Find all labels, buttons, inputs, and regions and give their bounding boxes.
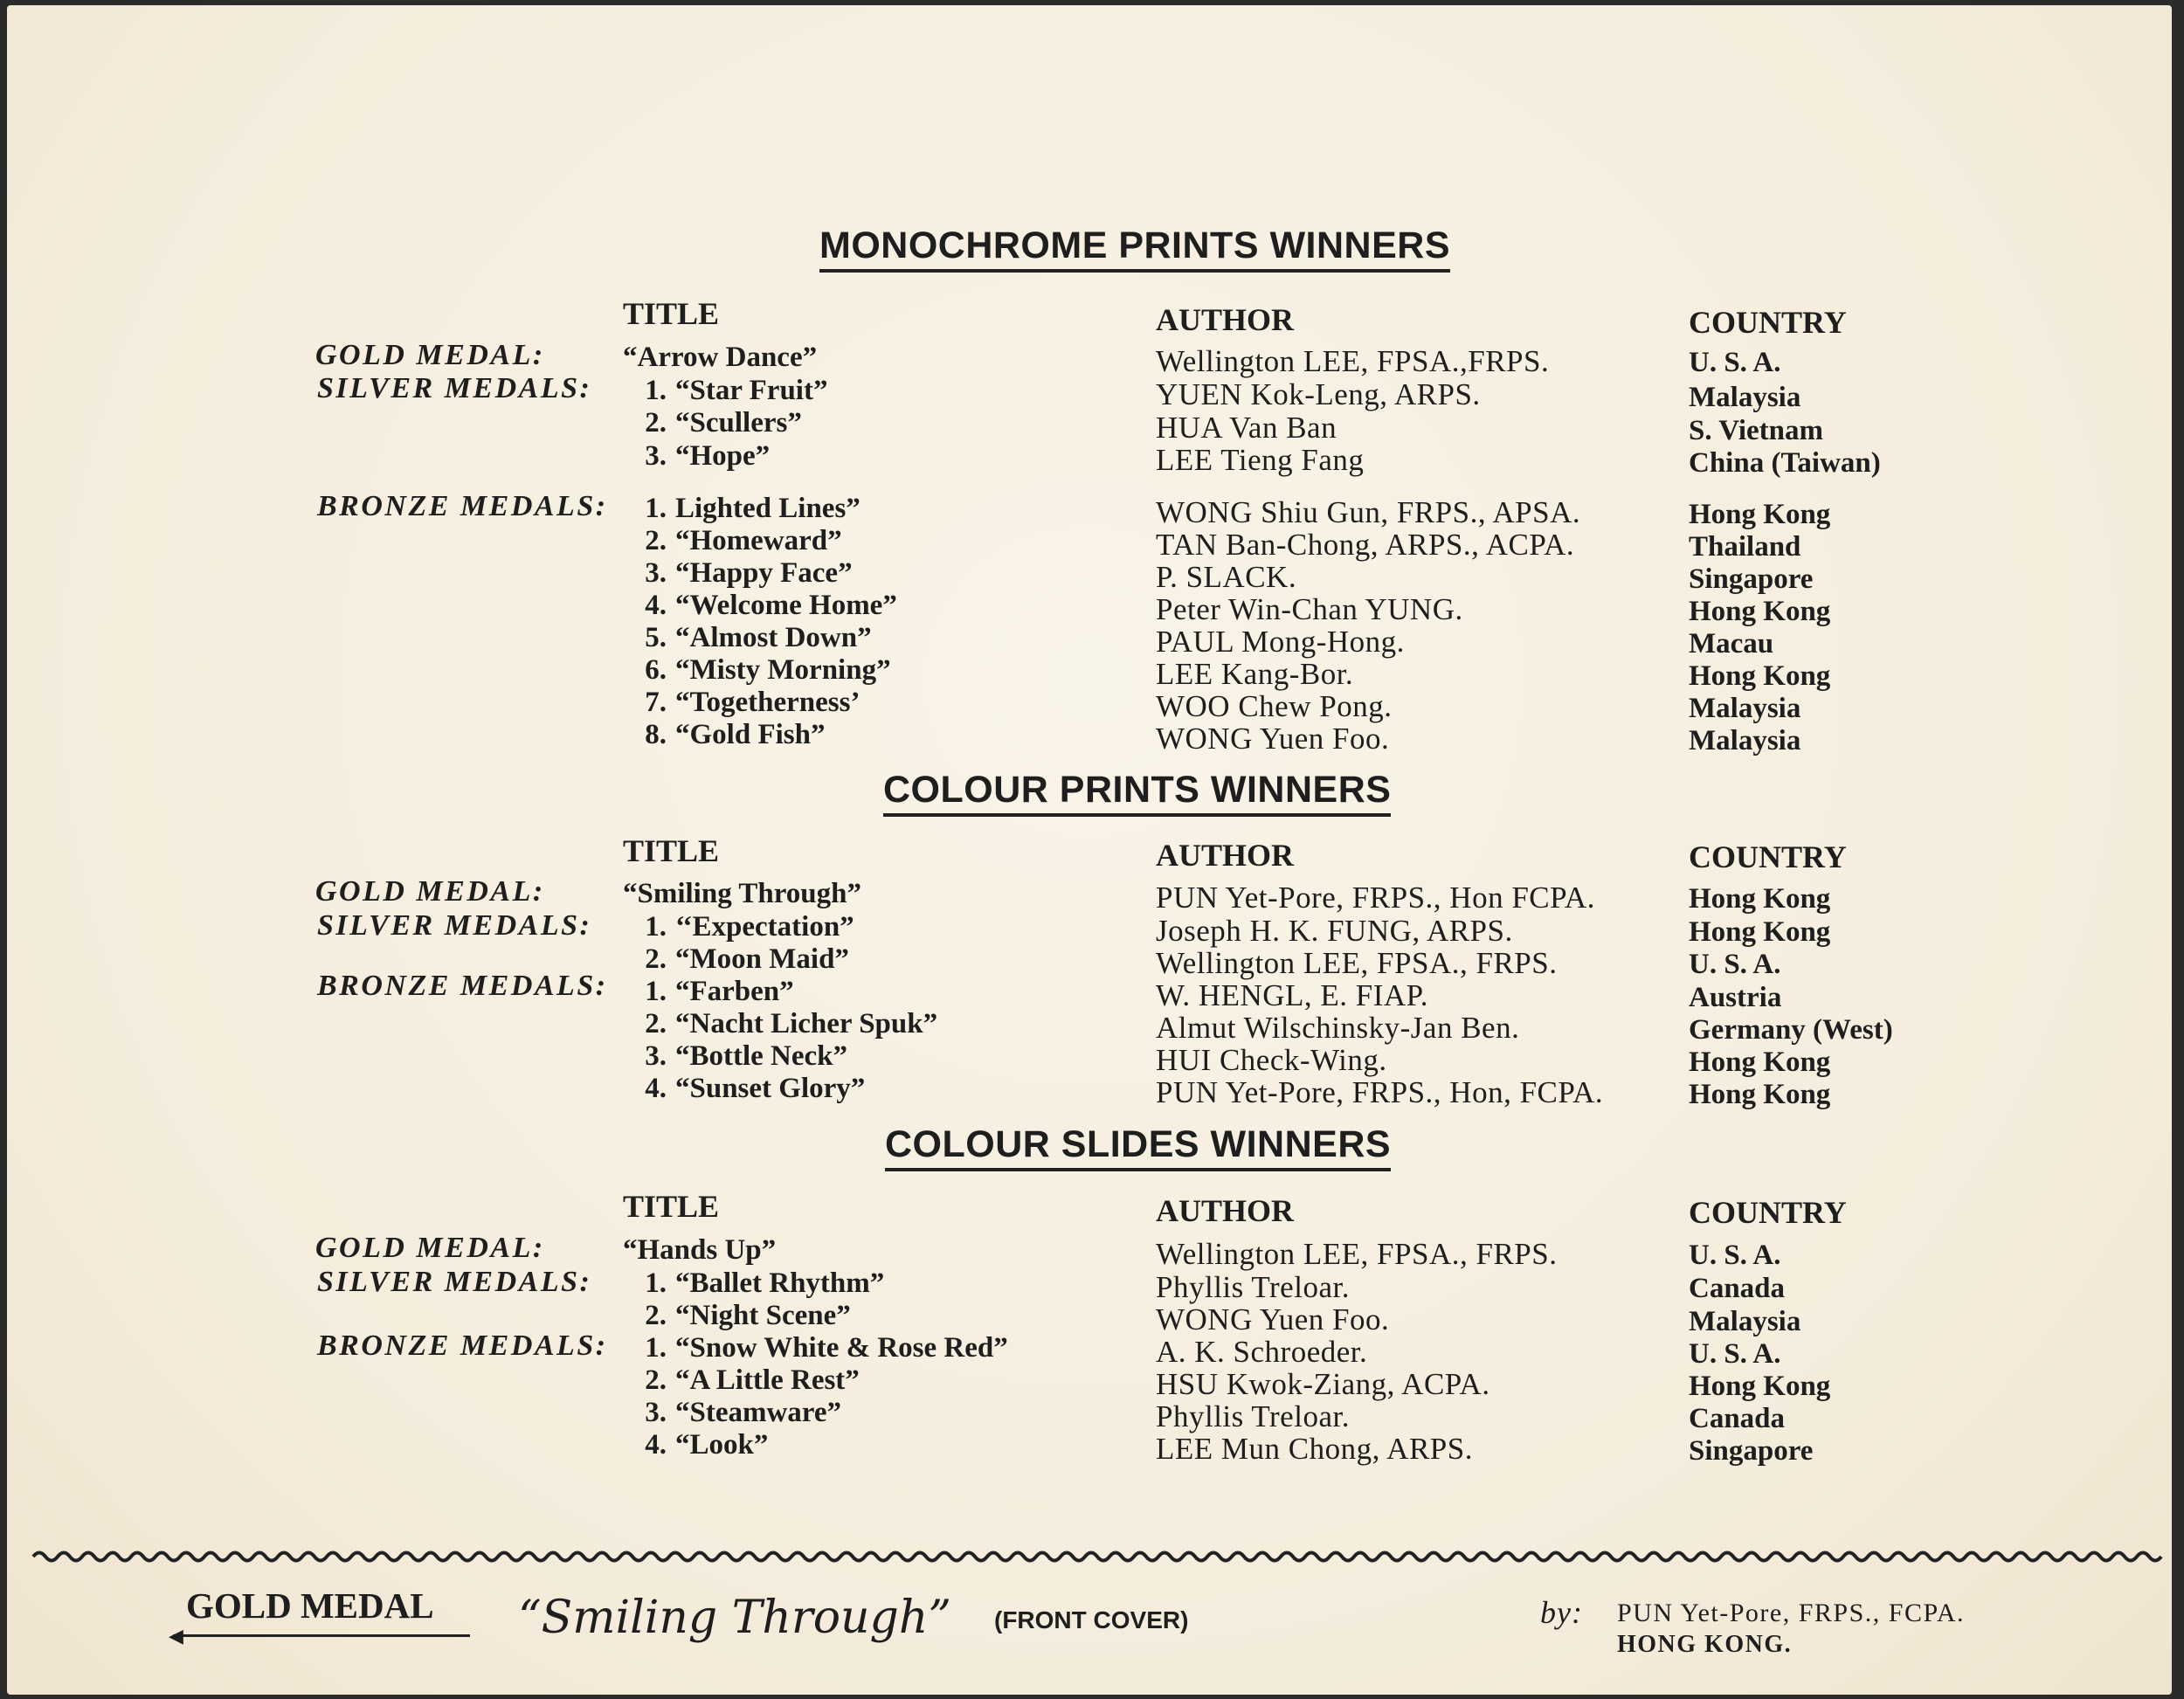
- section-heading-colour-slides: COLOUR SLIDES WINNERS: [885, 1125, 1391, 1171]
- entry-title: Lighted Lines”: [675, 493, 860, 524]
- entry-number: 5.: [645, 622, 667, 653]
- entry-author: WOO Chew Pong.: [1156, 689, 1393, 723]
- entry-title: “Smiling Through”: [623, 878, 861, 909]
- entry-author: LEE Tieng Fang: [1156, 443, 1365, 477]
- entry-country: Hong Kong: [1689, 1046, 1831, 1078]
- col-title-header: TITLE: [623, 1189, 720, 1224]
- entry-number: 3.: [645, 1397, 667, 1428]
- entry-number: 4.: [645, 1073, 667, 1104]
- entry-title: “Hands Up”: [623, 1234, 777, 1266]
- entry-title: “A Little Rest”: [675, 1364, 860, 1396]
- cover-title: “Smiling Through”: [518, 1592, 951, 1644]
- entry-title: “Star Fruit”: [675, 375, 828, 406]
- entry-country: U. S. A.: [1689, 1240, 1781, 1271]
- col-country-header: COUNTRY: [1689, 1195, 1847, 1230]
- entry-country: Thailand: [1689, 531, 1801, 563]
- col-author-header: AUTHOR: [1156, 838, 1295, 873]
- entry-title: “Night Scene”: [675, 1300, 851, 1331]
- medal-label: GOLD MEDAL:: [315, 875, 545, 908]
- entry-title: “Gold Fish”: [675, 719, 826, 750]
- entry-country: Hong Kong: [1689, 596, 1831, 627]
- entry-country: Hong Kong: [1689, 883, 1831, 915]
- entry-author: PAUL Mong-Hong.: [1156, 625, 1405, 659]
- entry-title: “Bottle Neck”: [675, 1040, 848, 1072]
- entry-author: Joseph H. K. FUNG, ARPS.: [1156, 914, 1513, 948]
- entry-title: “Togetherness’: [675, 687, 860, 718]
- medal-label: BRONZE MEDALS:: [317, 970, 608, 1002]
- col-country-header: COUNTRY: [1689, 305, 1847, 340]
- entry-number: 8.: [645, 719, 667, 750]
- entry-country: Malaysia: [1689, 693, 1801, 724]
- photographer-name: PUN Yet-Pore, FRPS., FCPA.: [1617, 1599, 1966, 1627]
- entry-author: WONG Yuen Foo.: [1156, 1302, 1390, 1336]
- entry-country: Canada: [1689, 1403, 1786, 1434]
- entry-title: “Look”: [675, 1429, 769, 1461]
- entry-author: WONG Yuen Foo.: [1156, 722, 1390, 756]
- entry-author: Wellington LEE, FPSA., FRPS.: [1156, 1237, 1558, 1271]
- entry-number: 7.: [645, 687, 667, 718]
- entry-number: 6.: [645, 654, 667, 686]
- front-cover-note: (FRONT COVER): [994, 1606, 1189, 1633]
- entry-author: W. HENGL, E. FIAP.: [1156, 978, 1429, 1012]
- entry-author: PUN Yet-Pore, FRPS., Hon FCPA.: [1156, 881, 1595, 915]
- entry-country: Malaysia: [1689, 1306, 1801, 1337]
- entry-title: “Nacht Licher Spuk”: [675, 1008, 938, 1039]
- entry-title: “Homeward”: [675, 525, 842, 556]
- section-heading-colour-prints: COLOUR PRINTS WINNERS: [883, 770, 1391, 817]
- entry-author: WONG Shiu Gun, FRPS., APSA.: [1156, 495, 1581, 529]
- entry-number: 3.: [645, 1040, 667, 1072]
- entry-number: 4.: [645, 1429, 667, 1461]
- entry-author: Almut Wilschinsky-Jan Ben.: [1156, 1011, 1520, 1045]
- entry-number: 2.: [645, 1008, 667, 1039]
- entry-number: 1.: [645, 976, 667, 1007]
- medal-label: BRONZE MEDALS:: [317, 1330, 608, 1362]
- entry-author: Phyllis Treloar.: [1156, 1270, 1350, 1304]
- photographer-city: HONG KONG.: [1617, 1631, 1793, 1658]
- entry-country: Singapore: [1689, 1435, 1814, 1467]
- entry-number: 2.: [645, 407, 667, 439]
- entry-number: 1.: [645, 375, 667, 406]
- entry-number: 1.: [645, 1332, 667, 1364]
- medal-label: BRONZE MEDALS:: [317, 490, 608, 522]
- entry-author: LEE Kang-Bor.: [1156, 657, 1354, 691]
- entry-country: Hong Kong: [1689, 916, 1831, 948]
- entry-number: 2.: [645, 1300, 667, 1331]
- entry-author: Phyllis Treloar.: [1156, 1399, 1350, 1433]
- col-title-header: TITLE: [623, 833, 720, 868]
- entry-author: TAN Ban-Chong, ARPS., ACPA.: [1156, 528, 1575, 562]
- entry-title: “Farben”: [675, 976, 794, 1007]
- entry-number: 1.: [645, 911, 667, 943]
- entry-author: Wellington LEE, FPSA., FRPS.: [1156, 946, 1558, 980]
- entry-author: P. SLACK.: [1156, 560, 1297, 594]
- entry-title: “Sunset Glory”: [675, 1073, 866, 1104]
- entry-title: “Welcome Home”: [675, 590, 897, 621]
- section-heading-monochrome: MONOCHROME PRINTS WINNERS: [819, 226, 1450, 273]
- entry-country: S. Vietnam: [1689, 415, 1824, 446]
- col-title-header: TITLE: [623, 296, 720, 331]
- entry-title: “Snow White & Rose Red”: [675, 1332, 1008, 1364]
- entry-title: “Steamware”: [675, 1397, 842, 1428]
- entry-title: ‘‘Expectation”: [675, 911, 854, 943]
- entry-country: China (Taiwan): [1689, 447, 1881, 479]
- entry-number: 4.: [645, 590, 667, 621]
- entry-country: Hong Kong: [1689, 1079, 1831, 1110]
- entry-author: Peter Win-Chan YUNG.: [1156, 592, 1463, 626]
- entry-title: “Happy Face”: [675, 557, 853, 589]
- entry-author: HUA Van Ban: [1156, 411, 1337, 445]
- left-arrow-icon: ◀: [169, 1625, 183, 1647]
- entry-country: Germany (West): [1689, 1014, 1893, 1046]
- entry-country: Malaysia: [1689, 382, 1801, 413]
- entry-country: Singapore: [1689, 563, 1814, 595]
- entry-number: 3.: [645, 557, 667, 589]
- entry-author: A. K. Schroeder.: [1156, 1335, 1368, 1369]
- entry-number: 3.: [645, 440, 667, 472]
- entry-country: Macau: [1689, 628, 1774, 660]
- page: [7, 5, 2172, 1695]
- entry-country: U. S. A.: [1689, 347, 1781, 378]
- entry-country: Austria: [1689, 982, 1782, 1013]
- medal-label: SILVER MEDALS:: [317, 372, 592, 404]
- medal-label: SILVER MEDALS:: [317, 909, 592, 942]
- entry-country: Canada: [1689, 1273, 1786, 1304]
- arrow-line: [173, 1634, 470, 1637]
- entry-author: Wellington LEE, FPSA.,FRPS.: [1156, 344, 1550, 378]
- entry-country: Malaysia: [1689, 725, 1801, 756]
- entry-title: “Scullers”: [675, 407, 802, 439]
- medal-label: GOLD MEDAL:: [315, 1232, 545, 1264]
- entry-author: LEE Mun Chong, ARPS.: [1156, 1432, 1473, 1466]
- entry-title: “Ballet Rhythm”: [675, 1267, 885, 1299]
- entry-number: 2.: [645, 525, 667, 556]
- medal-label: SILVER MEDALS:: [317, 1266, 592, 1298]
- entry-number: 1.: [645, 1267, 667, 1299]
- medal-label: GOLD MEDAL:: [315, 339, 545, 371]
- wavy-divider: [24, 1543, 2175, 1569]
- by-label: by:: [1540, 1595, 1583, 1630]
- entry-country: U. S. A.: [1689, 1338, 1781, 1370]
- entry-country: Hong Kong: [1689, 499, 1831, 530]
- col-author-header: AUTHOR: [1156, 1193, 1295, 1228]
- entry-number: 1.: [645, 493, 667, 524]
- entry-title: “Moon Maid”: [675, 943, 849, 975]
- col-author-header: AUTHOR: [1156, 302, 1295, 337]
- col-country-header: COUNTRY: [1689, 839, 1847, 874]
- entry-author: YUEN Kok-Leng, ARPS.: [1156, 377, 1481, 411]
- entry-title: “Arrow Dance”: [623, 342, 818, 373]
- entry-title: “Hope”: [675, 440, 771, 472]
- entry-country: Hong Kong: [1689, 1371, 1831, 1402]
- entry-country: U. S. A.: [1689, 949, 1781, 980]
- entry-number: 2.: [645, 1364, 667, 1396]
- entry-author: HUI Check-Wing.: [1156, 1043, 1387, 1077]
- entry-number: 2.: [645, 943, 667, 975]
- entry-title: “Almost Down”: [675, 622, 872, 653]
- entry-author: HSU Kwok-Ziang, ACPA.: [1156, 1367, 1490, 1401]
- cover-medal-label: GOLD MEDAL: [186, 1585, 434, 1626]
- entry-author: PUN Yet-Pore, FRPS., Hon, FCPA.: [1156, 1075, 1604, 1109]
- entry-title: “Misty Morning”: [675, 654, 891, 686]
- entry-country: Hong Kong: [1689, 660, 1831, 692]
